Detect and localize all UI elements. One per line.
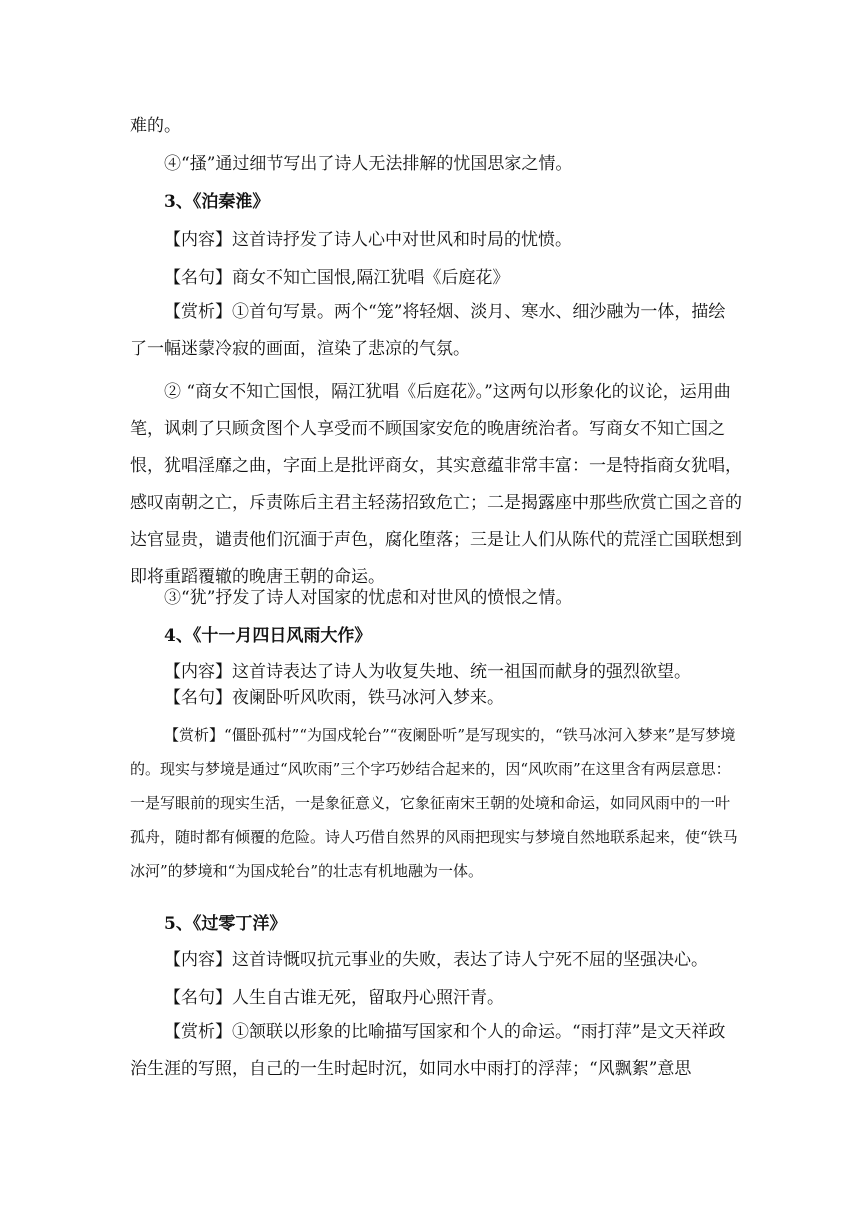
content-line: 【内容】这首诗表达了诗人为收复失地、统一祖国而献身的强烈欲望。	[164, 662, 691, 682]
text-line: ④“搔”通过细节写出了诗人无法排解的忧国思家之情。	[164, 154, 573, 174]
famous-line: 【名句】人生自古谁无死，留取丹心照汗青。	[164, 988, 504, 1008]
famous-line: 【名句】商女不知亡国恨,隔江犹唱《后庭花》	[164, 268, 510, 288]
text-line: 难的。	[130, 116, 181, 136]
content-line: 【内容】这首诗抒发了诗人心中对世风和时局的忧愤。	[164, 230, 572, 250]
content-line: 【内容】这首诗慨叹抗元事业的失败，表达了诗人宁死不屈的坚强决心。	[164, 950, 708, 970]
section-heading-3: 3、《泊秦淮》	[164, 192, 270, 212]
analysis-paragraph: 【赏析】①首句写景。两个“笼”将轻烟、淡月、寒水、细沙融为一体，描绘了一幅迷蒙冷寂的画面，渲染了悲凉的气氛。	[130, 302, 726, 359]
famous-line: 【名句】夜阑卧听风吹雨，铁马冰河入梦来。	[164, 688, 504, 708]
analysis-paragraph: 【赏析】①颔联以形象的比喻描写国家和个人的命运。“雨打萍”是文天祥政治生涯的写照，自己的一生时起时沉，如同水中雨打的浮萍；“风飘絮”意思	[130, 1022, 726, 1079]
section-heading-4: 4、《十一月四日风雨大作》	[164, 626, 372, 646]
text-line: ③“犹”抒发了诗人对国家的忧虑和对世风的愤恨之情。	[164, 588, 573, 608]
section-heading-5: 5、《过零丁洋》	[164, 914, 287, 934]
analysis-paragraph: ② “商女不知亡国恨，隔江犹唱《后庭花》。”这两句以形象化的议论，运用曲笔，讽刺了只顾贪图个人享受而不顾国家安危的晚唐统治者。写商女不知亡国之恨，犹唱淫靡之曲，字面上是批评商女，其实意蕴非常丰富：一是特指商女犹唱，感叹南朝之亡，斥责陈后主君主轻荡招致危亡；二是揭露座中那些欣赏亡国之音的达官显贵，谴责他们沉湎于声色，腐化堕落；三是让人们从陈代的荒淫亡国联想到即将重蹈覆辙的晚唐王朝的命运。	[130, 382, 742, 587]
analysis-paragraph: 【赏析】“僵卧孤村”“为国戍轮台”“夜阑卧听”是写现实的，“铁马冰河入梦来”是写梦境的。现实与梦境是通过“风吹雨”三个字巧妙结合起来的，因“风吹雨”在这里含有两层意思：一是写眼前的现实生活，一是象征意义，它象征南宋王朝的处境和命运，如同风雨中的一叶孤舟，随时都有倾覆的危险。诗人巧借自然界的风雨把现实与梦境自然地联系起来，使“铁马冰河”的梦境和“为国戍轮台”的壮志有机地融为一体。	[130, 726, 738, 880]
